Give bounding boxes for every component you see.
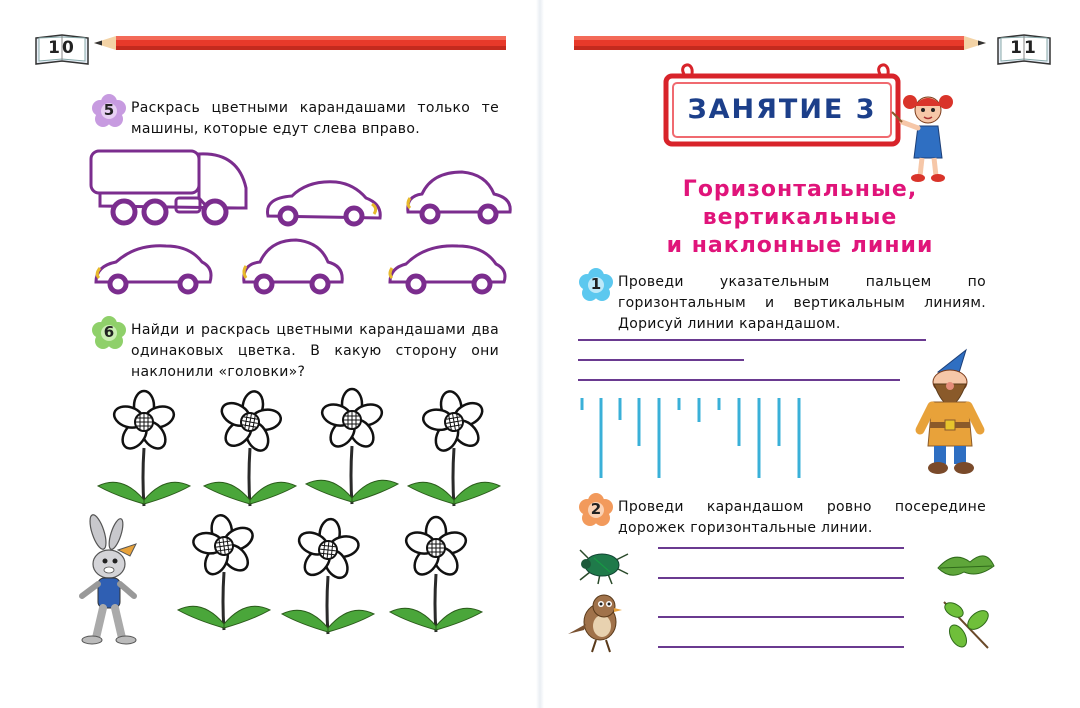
car-icon-2 — [404, 166, 516, 226]
gnome-icon — [914, 346, 994, 486]
path-lines — [658, 545, 908, 655]
page-number-left — [34, 32, 90, 66]
task-number: 1 — [590, 275, 602, 293]
task-number: 6 — [103, 323, 115, 341]
line-tracing-area — [578, 330, 938, 485]
task-6-text: Найди и раскрась цветными карандашами два одинаковых цветка. В какую сторону они наклонили «головки»? — [131, 322, 499, 380]
lesson-title-line-3: и наклонные линии — [666, 233, 934, 258]
task-number: 2 — [590, 500, 602, 518]
car-icon-1 — [262, 176, 386, 228]
page-number-right — [996, 32, 1052, 66]
lesson-title-line-1: Горизонтальные, — [682, 177, 918, 202]
task-5-badge — [92, 94, 126, 128]
flower-1 — [94, 388, 194, 518]
girl-character-icon — [898, 88, 958, 184]
task-1-badge — [579, 268, 613, 302]
rabbit-icon — [76, 514, 146, 646]
lesson-label: ЗАНЯТИЕ 3 — [687, 94, 877, 125]
car-icon-5 — [386, 240, 510, 296]
task-5-text: Раскрась цветными карандашами только те машины, которые едут слева вправо. — [131, 100, 499, 137]
car-icon-3 — [92, 240, 216, 296]
task-2-badge — [579, 493, 613, 527]
flower-4 — [404, 388, 504, 518]
pencil-left-icon — [94, 35, 506, 51]
flower-7 — [386, 514, 486, 644]
book-gutter — [536, 0, 544, 708]
bird-icon — [566, 590, 624, 654]
task-1-text: Проведи указательным пальцем по горизонтальным и вертикальным линиям. Дорисуй линии карандашом. — [618, 274, 986, 332]
task-2-text: Проведи карандашом ровно посередине дорожек горизонтальные линии. — [618, 499, 986, 536]
task-6-badge — [92, 316, 126, 350]
pencil-right-icon — [574, 35, 986, 51]
branch-leaves-icon — [938, 598, 998, 654]
flower-6 — [278, 516, 378, 646]
flower-3 — [302, 386, 402, 516]
truck-icon — [88, 148, 253, 230]
car-icon-4 — [240, 234, 346, 296]
lesson-title-line-2: вертикальные — [702, 205, 898, 230]
flower-5 — [174, 512, 274, 642]
page-number-text: 10 — [48, 38, 76, 58]
leaf-sprig-icon — [934, 544, 998, 582]
task-number: 5 — [103, 101, 115, 119]
flower-2 — [200, 388, 300, 518]
beetle-icon — [572, 544, 632, 586]
page-number-text: 11 — [1010, 38, 1038, 58]
